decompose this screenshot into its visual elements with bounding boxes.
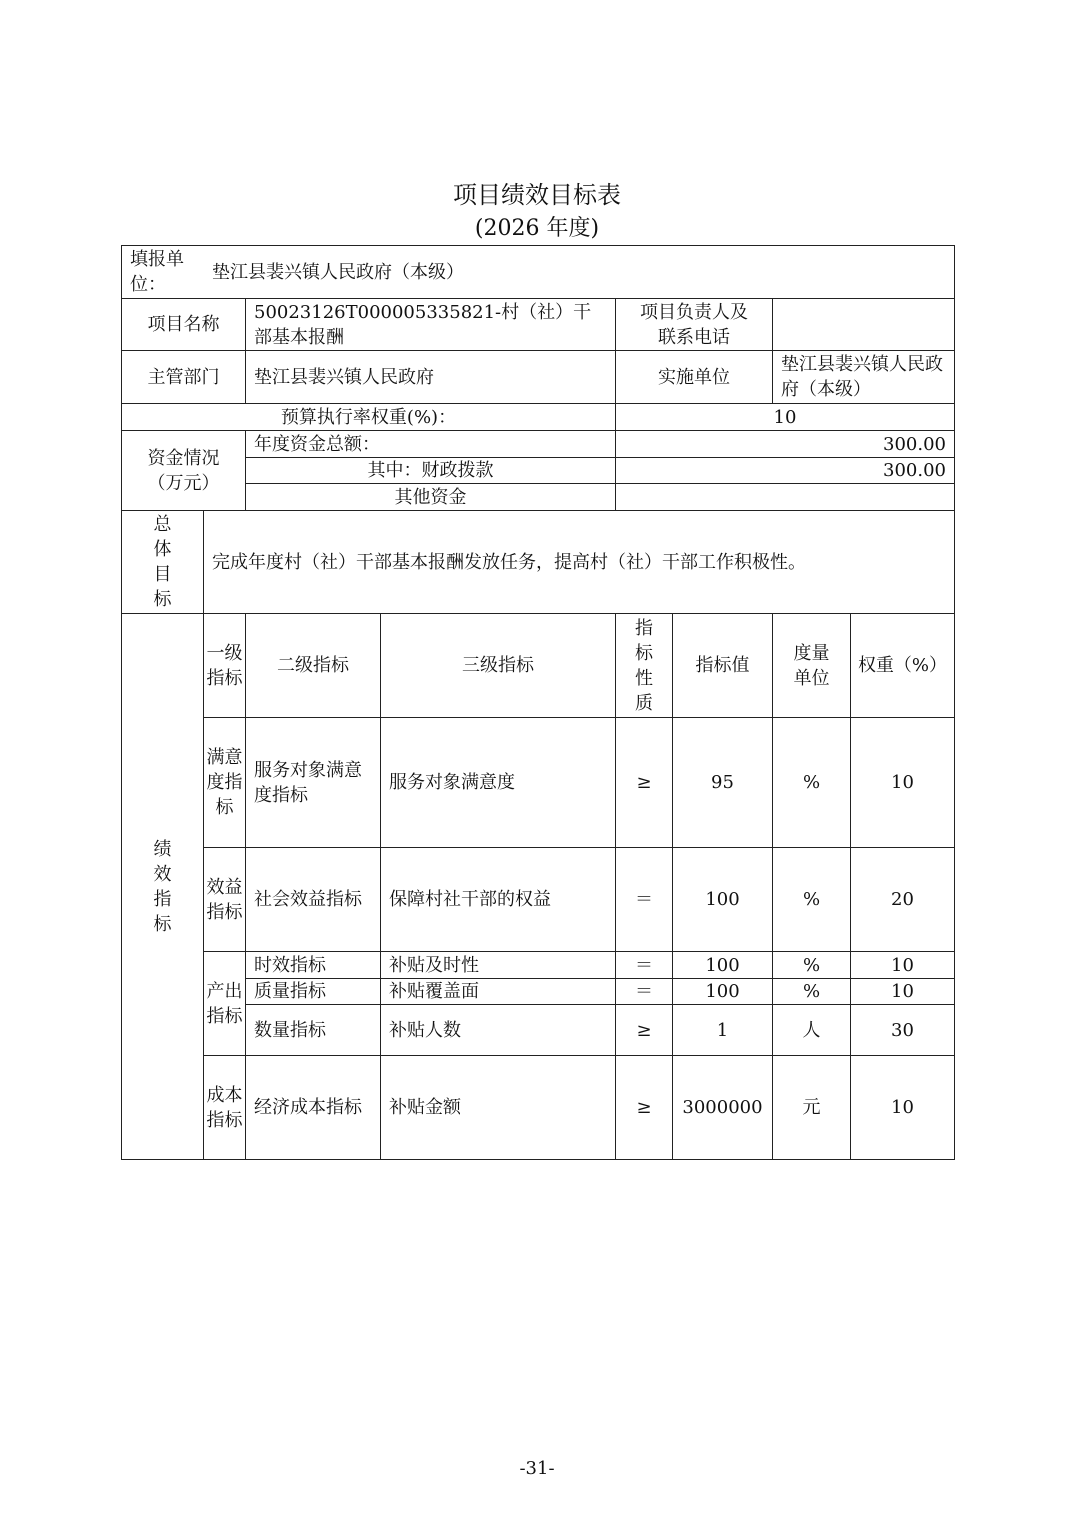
weight-cell: 10 xyxy=(851,718,955,848)
header-level1: 一级指标 xyxy=(204,614,246,718)
level1-cell: 效益指标 xyxy=(204,848,246,952)
table-row xyxy=(122,952,955,979)
level2-cell: 时效指标 xyxy=(246,952,381,979)
weight-cell: 10 xyxy=(851,979,955,1005)
unit-cell: 人 xyxy=(773,1005,851,1056)
value-cell: 95 xyxy=(673,718,773,848)
op-cell: ≥ xyxy=(616,1005,673,1056)
level1-cell: 产出指标 xyxy=(204,952,246,1056)
op-cell: ≥ xyxy=(616,1056,673,1160)
contact-label: 项目负责人及联系电话 xyxy=(616,299,773,351)
budget-rate-label: 预算执行率权重(%)： xyxy=(122,404,616,431)
page-number: -31- xyxy=(519,1458,555,1479)
funds-fiscal-value: 300.00 xyxy=(616,458,955,484)
unit-cell: % xyxy=(773,952,851,979)
table-row xyxy=(122,979,955,1005)
unit-cell: % xyxy=(773,718,851,848)
page-subtitle: (2026 年度) xyxy=(474,216,600,241)
dept-label: 主管部门 xyxy=(122,351,246,404)
level3-cell: 保障村社干部的权益 xyxy=(381,848,616,952)
op-cell: ≥ xyxy=(616,718,673,848)
weight-cell: 20 xyxy=(851,848,955,952)
value-cell: 3000000 xyxy=(673,1056,773,1160)
table-row xyxy=(122,1005,955,1056)
impl-value: 垫江县裴兴镇人民政府（本级） xyxy=(773,351,955,404)
level2-cell: 质量指标 xyxy=(246,979,381,1005)
dept-value: 垫江县裴兴镇人民政府 xyxy=(246,351,616,404)
level2-cell: 服务对象满意度指标 xyxy=(246,718,381,848)
level1-cell: 满意度指标 xyxy=(204,718,246,848)
value-cell: 1 xyxy=(673,1005,773,1056)
goal-text: 完成年度村（社）干部基本报酬发放任务，提高村（社）干部工作积极性。 xyxy=(204,511,955,614)
unit-cell: 元 xyxy=(773,1056,851,1160)
op-cell: ＝ xyxy=(616,979,673,1005)
fill-unit-value: 垫江县裴兴镇人民政府（本级） xyxy=(212,261,464,283)
funds-other-value xyxy=(616,484,955,511)
header-nature: 指标性质 xyxy=(616,614,673,718)
unit-cell: % xyxy=(773,848,851,952)
impl-label: 实施单位 xyxy=(616,351,773,404)
project-name-value: 50023126T000005335821-村（社）干部基本报酬 xyxy=(246,299,616,351)
fill-unit-row xyxy=(122,246,955,299)
goal-label: 总体目标 xyxy=(122,511,204,614)
level2-cell: 数量指标 xyxy=(246,1005,381,1056)
level3-cell: 服务对象满意度 xyxy=(381,718,616,848)
header-value: 指标值 xyxy=(673,614,773,718)
project-name-label: 项目名称 xyxy=(122,299,246,351)
indicators-label: 绩效指标 xyxy=(122,614,204,1160)
op-cell: ＝ xyxy=(616,848,673,952)
weight-cell: 30 xyxy=(851,1005,955,1056)
budget-rate-value: 10 xyxy=(616,404,955,431)
level3-cell: 补贴及时性 xyxy=(381,952,616,979)
funds-total-label: 年度资金总额： xyxy=(246,431,616,458)
contact-value xyxy=(773,299,955,351)
level3-cell: 补贴覆盖面 xyxy=(381,979,616,1005)
op-cell: ＝ xyxy=(616,952,673,979)
funds-fiscal-label: 其中：财政拨款 xyxy=(246,458,616,484)
level2-cell: 经济成本指标 xyxy=(246,1056,381,1160)
unit-cell: % xyxy=(773,979,851,1005)
fill-unit-label: 填报单位： xyxy=(130,249,184,295)
table-row xyxy=(122,848,955,952)
level3-cell: 补贴人数 xyxy=(381,1005,616,1056)
header-unit: 度量单位 xyxy=(773,614,851,718)
weight-cell: 10 xyxy=(851,952,955,979)
level1-cell: 成本指标 xyxy=(204,1056,246,1160)
table-row xyxy=(122,718,955,848)
weight-cell: 10 xyxy=(851,1056,955,1160)
header-weight: 权重（%） xyxy=(851,614,955,718)
funds-total-value: 300.00 xyxy=(616,431,955,458)
value-cell: 100 xyxy=(673,952,773,979)
level2-cell: 社会效益指标 xyxy=(246,848,381,952)
page-title: 项目绩效目标表 xyxy=(453,181,621,209)
funds-other-label: 其他资金 xyxy=(246,484,616,511)
level3-cell: 补贴金额 xyxy=(381,1056,616,1160)
funds-label: 资金情况（万元） xyxy=(122,431,246,511)
performance-table xyxy=(121,245,955,1160)
table-row xyxy=(122,1056,955,1160)
header-level3: 三级指标 xyxy=(381,614,616,718)
header-level2: 二级指标 xyxy=(246,614,381,718)
value-cell: 100 xyxy=(673,979,773,1005)
value-cell: 100 xyxy=(673,848,773,952)
